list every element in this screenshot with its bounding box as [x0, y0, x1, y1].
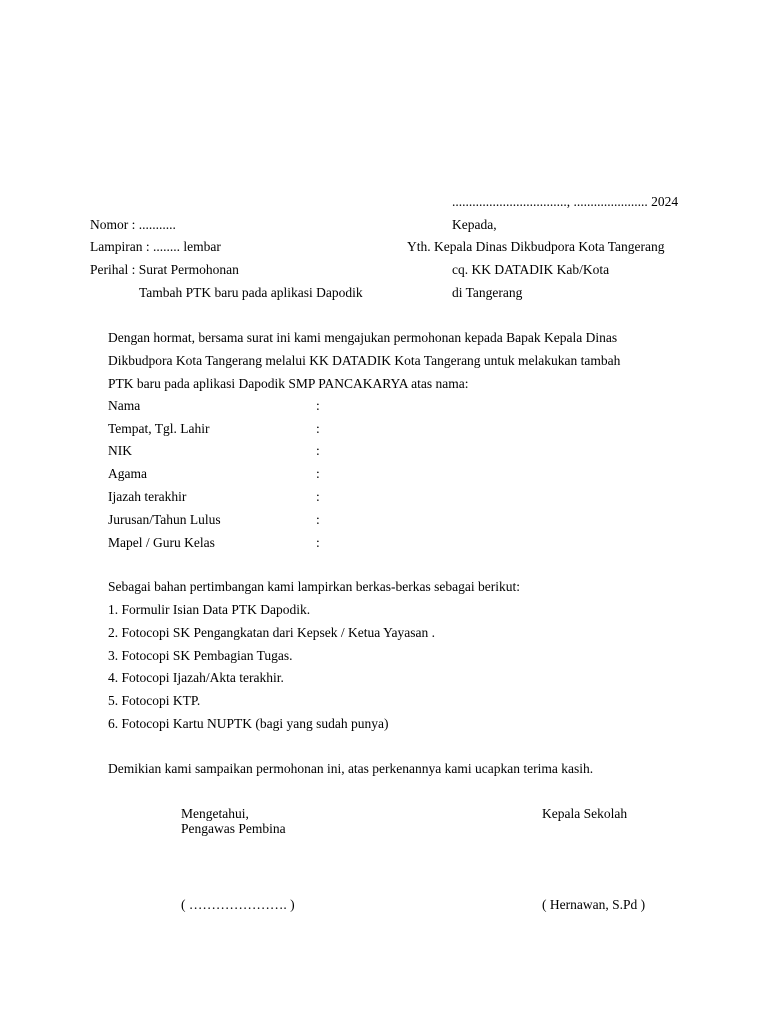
perihal-line: Perihal : Surat Permohonan [90, 262, 239, 277]
closing-sentence: Demikian kami sampaikan permohonan ini, atas perkenannya kami ucapkan terima kasih. [108, 761, 594, 776]
signature-left-line1: Mengetahui, [181, 806, 249, 821]
field-label-tempat-tgl-lahir: Tempat, Tgl. Lahir [108, 421, 210, 436]
field-separator: : [316, 421, 320, 436]
attachment-item: 5. Fotocopi KTP. [108, 693, 201, 708]
signature-right-name: ( Hernawan, S.Pd ) [542, 897, 646, 912]
field-separator: : [316, 443, 320, 458]
intro-line: Dikbudpora Kota Tangerang melalui KK DATADIK Kota Tangerang untuk melakukan tambah [108, 353, 621, 368]
nomor-line: Nomor : ........... [90, 217, 176, 232]
field-label-agama: Agama [108, 466, 147, 481]
field-separator: : [316, 489, 320, 504]
date-line: .................................., ...................... 2024 [452, 194, 679, 209]
attachments-intro: Sebagai bahan pertimbangan kami lampirkan berkas-berkas sebagai berikut: [108, 579, 520, 594]
attachment-item: 2. Fotocopi SK Pengangkatan dari Kepsek / Ketua Yayasan . [108, 625, 435, 640]
attachment-item: 3. Fotocopi SK Pembagian Tugas. [108, 648, 293, 663]
signature-right-title: Kepala Sekolah [542, 806, 628, 821]
field-separator: : [316, 535, 320, 550]
recipient-cq: cq. KK DATADIK Kab/Kota [452, 262, 610, 277]
field-separator: : [316, 512, 320, 527]
intro-line: PTK baru pada aplikasi Dapodik SMP PANCAKARYA atas nama: [108, 376, 469, 391]
signature-left-line2: Pengawas Pembina [181, 821, 286, 836]
lampiran-line: Lampiran : ........ lembar [90, 239, 221, 254]
field-separator: : [316, 466, 320, 481]
perihal-continuation: Tambah PTK baru pada aplikasi Dapodik [139, 285, 363, 300]
attachment-item: 1. Formulir Isian Data PTK Dapodik. [108, 602, 311, 617]
field-separator: : [316, 398, 320, 413]
attachment-item: 6. Fotocopi Kartu NUPTK (bagi yang sudah punya) [108, 716, 389, 731]
intro-line: Dengan hormat, bersama surat ini kami mengajukan permohonan kepada Bapak Kepala Dinas [108, 330, 618, 345]
field-label-ijazah: Ijazah terakhir [108, 489, 187, 504]
signature-left-name: ( …………………. ) [181, 897, 295, 912]
recipient-name: Yth. Kepala Dinas Dikbudpora Kota Tangerang [407, 239, 665, 254]
field-label-nik: NIK [108, 443, 132, 458]
field-label-mapel: Mapel / Guru Kelas [108, 535, 215, 550]
attachment-item: 4. Fotocopi Ijazah/Akta terakhir. [108, 670, 284, 685]
field-label-nama: Nama [108, 398, 141, 413]
field-label-jurusan: Jurusan/Tahun Lulus [108, 512, 221, 527]
recipient-location: di Tangerang [452, 285, 523, 300]
recipient-greeting: Kepada, [452, 217, 497, 232]
